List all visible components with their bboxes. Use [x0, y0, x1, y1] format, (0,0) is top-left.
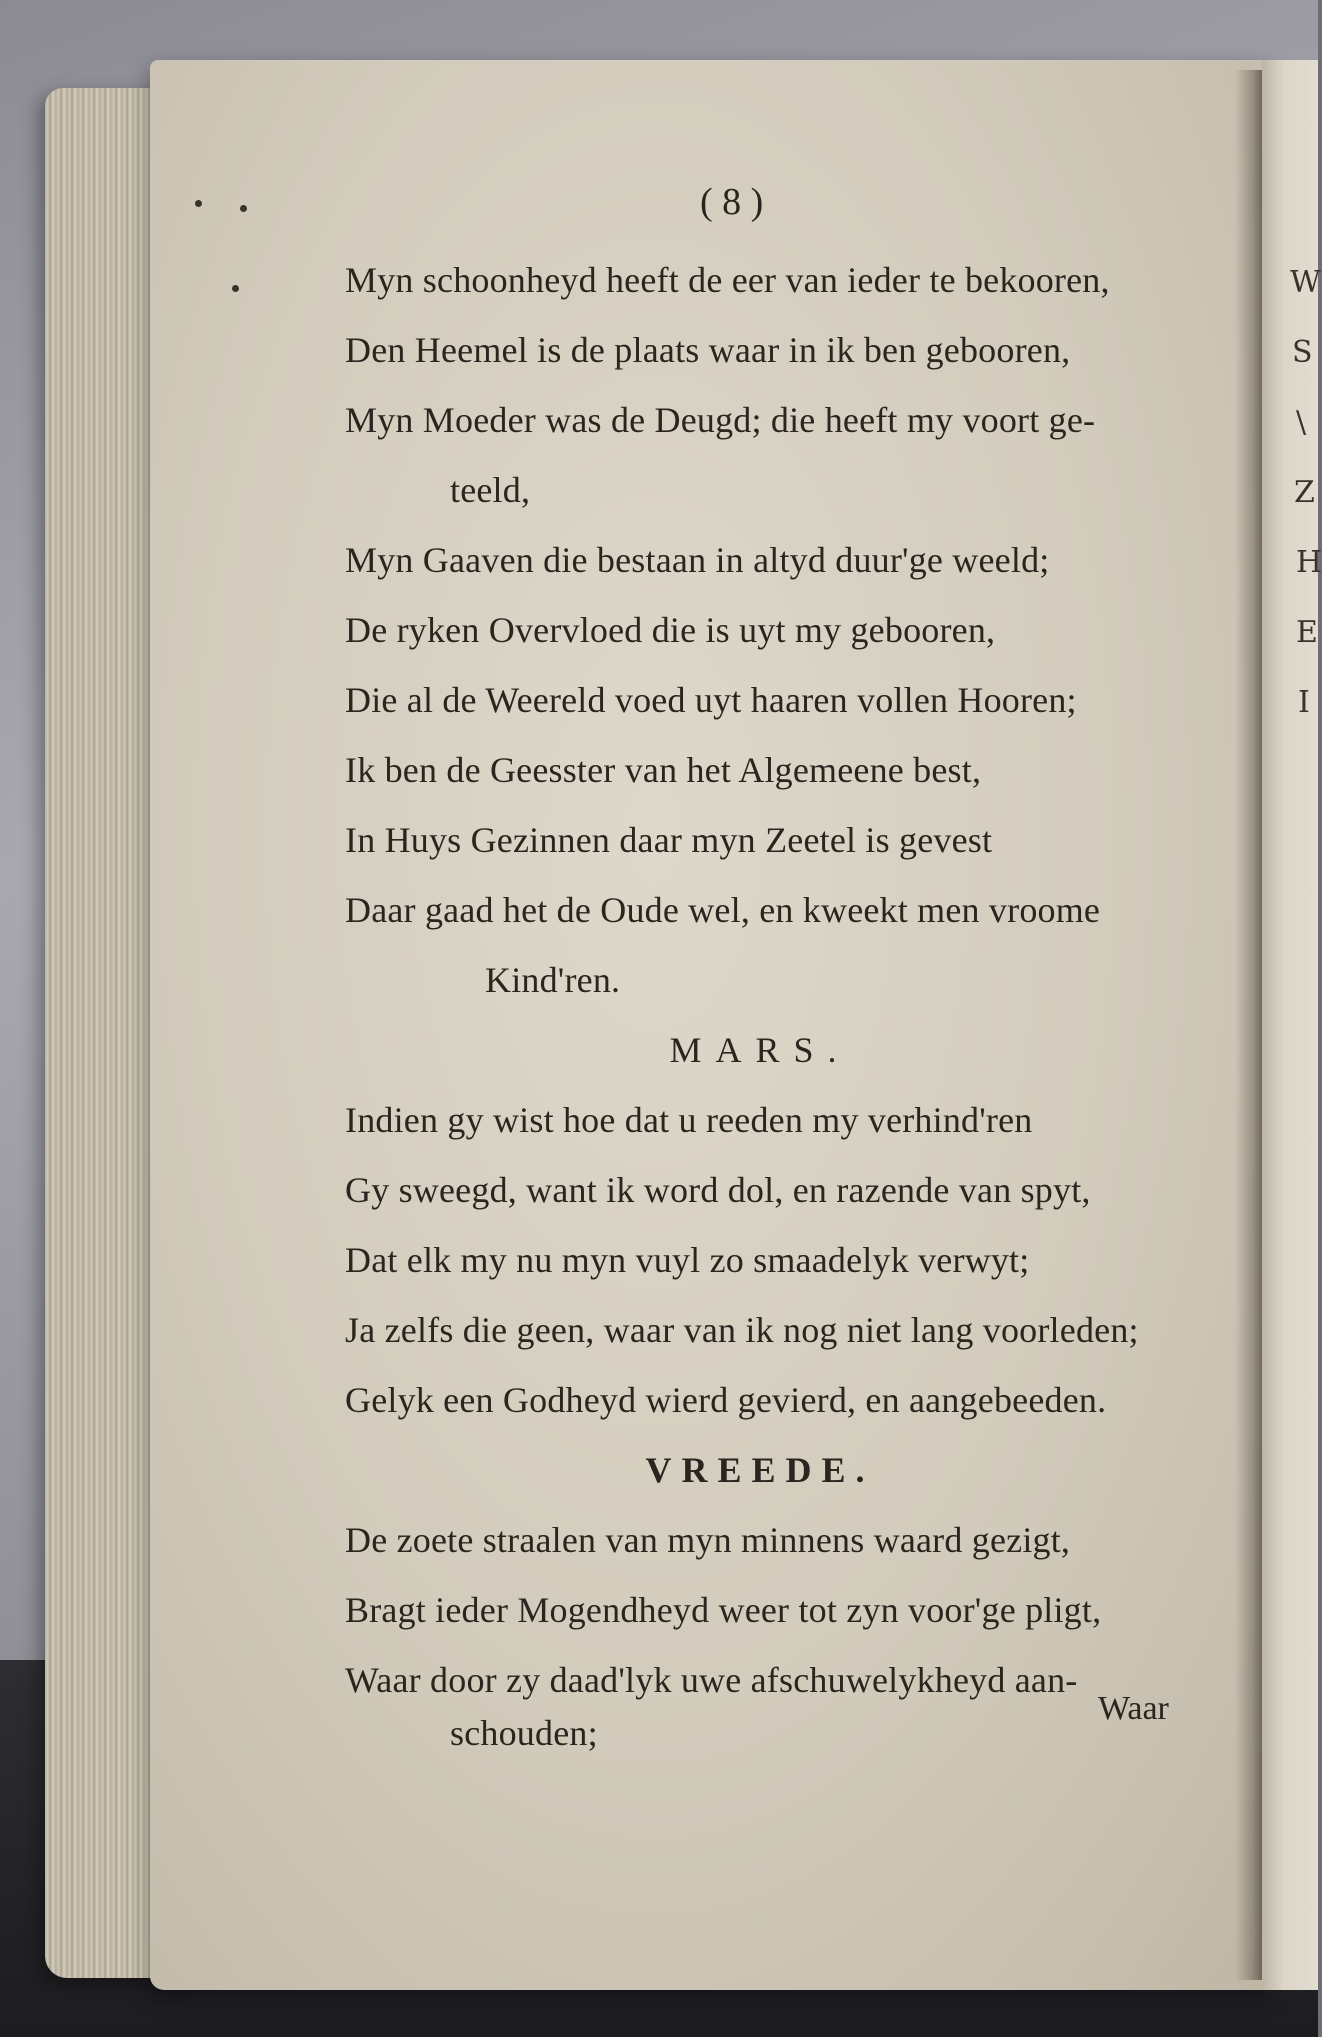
- verse-line: teeld,: [450, 470, 531, 510]
- verse-line: De zoete straalen van myn minnens waard gezigt,: [345, 1520, 1071, 1560]
- verse-line: Den Heemel is de plaats waar in ik ben gebooren,: [345, 330, 1071, 370]
- verse-line: Ja zelfs die geen, waar van ik nog niet lang voorleden;: [345, 1310, 1139, 1350]
- verse-line: Indien gy wist hoe dat u reeden my verhind'ren: [345, 1100, 1033, 1140]
- catchword: Waar: [1098, 1690, 1169, 1727]
- verse-line: Dat elk my nu myn vuyl zo smaadelyk verwyt;: [345, 1240, 1030, 1280]
- verse-line: Waar door zy daad'lyk uwe afschuwelykheyd aan-: [345, 1660, 1078, 1700]
- page-number: ( 8 ): [700, 181, 764, 223]
- verse-line: Myn Gaaven die bestaan in altyd duur'ge weeld;: [345, 540, 1050, 580]
- verse-line: Gy sweegd, want ik word dol, en razende van spyt,: [345, 1170, 1091, 1210]
- facing-glyph: W: [1290, 265, 1321, 300]
- verse-line: Kind'ren.: [485, 960, 621, 1000]
- ink-speck: [240, 205, 247, 212]
- facing-glyph: Z: [1294, 475, 1315, 510]
- ink-speck: [232, 285, 239, 292]
- speaker-heading-vreede: VREEDE.: [645, 1450, 875, 1490]
- book-gutter: [1235, 70, 1265, 1980]
- facing-glyph: H: [1296, 545, 1322, 580]
- verse-line: schouden;: [450, 1713, 598, 1753]
- verse-line: Bragt ieder Mogendheyd weer tot zyn voor'ge pligt,: [345, 1590, 1102, 1630]
- ink-speck: [195, 200, 202, 207]
- verse-line: Myn Moeder was de Deugd; die heeft my voort ge-: [345, 400, 1096, 440]
- verse-line: Ik ben de Geesster van het Algemeene best,: [345, 750, 982, 790]
- facing-glyph: S: [1292, 335, 1313, 370]
- poem-text: [345, 245, 1215, 1751]
- verse-line: De ryken Overvloed die is uyt my gebooren,: [345, 610, 996, 650]
- facing-glyph: E: [1296, 615, 1318, 650]
- verse-line: Daar gaad het de Oude wel, en kweekt men vroome: [345, 890, 1101, 930]
- verse-line: In Huys Gezinnen daar myn Zeetel is gevest: [345, 820, 993, 860]
- facing-glyph: \: [1296, 405, 1307, 440]
- speaker-heading-mars: MARS.: [669, 1030, 851, 1070]
- verse-line: Gelyk een Godheyd wierd gevierd, en aangebeeden.: [345, 1380, 1107, 1420]
- facing-glyph: I: [1298, 685, 1310, 720]
- verse-line: Die al de Weereld voed uyt haaren vollen Hooren;: [345, 680, 1077, 720]
- verse-line: Myn schoonheyd heeft de eer van ieder te bekooren,: [345, 260, 1110, 300]
